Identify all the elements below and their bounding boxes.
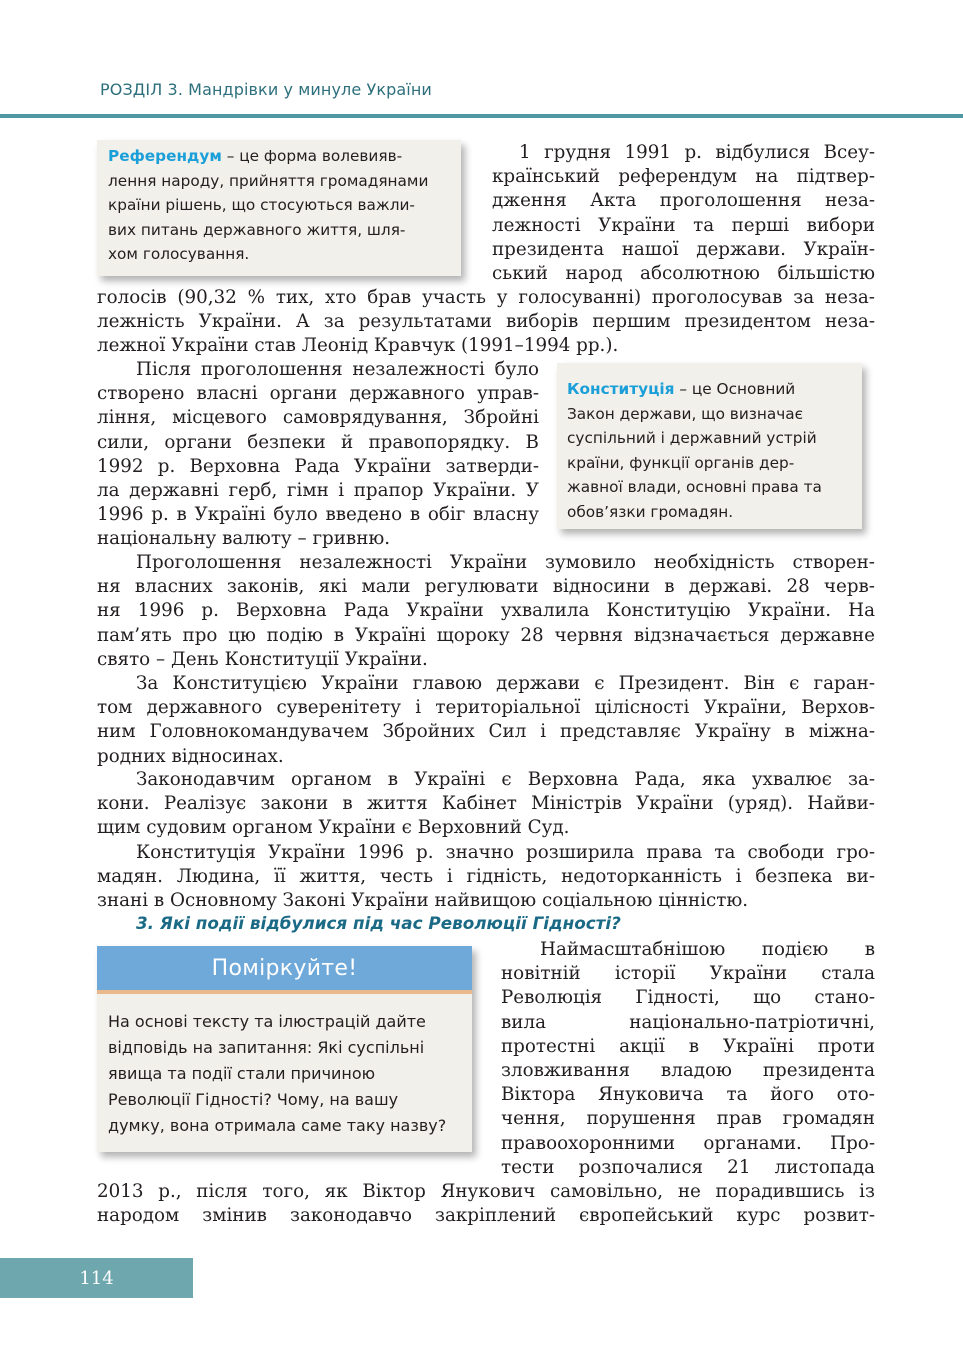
paragraph-6 (97, 841, 875, 914)
paragraph-7-wide (97, 1180, 875, 1228)
text-line: Віктора Януковича та його ото- (501, 1084, 875, 1106)
think-box (97, 946, 472, 1152)
think-box-line: думку, вона отримала саме таку назву? (108, 1116, 447, 1135)
definition-term: Конституція (567, 380, 675, 398)
text-line: країнський референдум на підтвер- (492, 166, 875, 188)
text-line: Законодавчим органом в Україні є Верховна Рада, яка ухвалює за- (136, 769, 875, 790)
text-line: президента нашої держави. Україн- (492, 238, 875, 260)
text-line: щим судовим органом України є Верховний Суд. (97, 817, 570, 839)
text-line: новітній історії України стала (501, 963, 875, 985)
text-line: Після проголошення незалежності було (136, 359, 539, 380)
definition-box-constitution (557, 363, 862, 529)
text-line: вила національно-патріотичні, (501, 1011, 875, 1033)
definition-line: обов’язки громадян. (567, 502, 734, 521)
paragraph-7-narrow (501, 938, 875, 1180)
definition-line: вих питань державного життя, шля- (108, 220, 406, 239)
paragraph-3 (97, 551, 875, 672)
running-head: РОЗДІЛ 3. Мандрівки у минуле України (100, 80, 432, 99)
think-box-line: явища та події стали причиною (108, 1064, 376, 1083)
text-line: мадян. Людина, її життя, честь і гідність, недоторканність і безпека ви- (97, 866, 875, 888)
text-line: родних відносинах. (97, 745, 284, 767)
text-line: За Конституцією України главою держави є Президент. Він є гаран- (136, 673, 875, 694)
text-line: 2013 р., після того, як Віктор Янукович самовільно, не порадившись із (97, 1181, 875, 1202)
definition-line: країни рішень, що стосуються важли- (108, 196, 415, 214)
paragraph-1-wide (97, 286, 875, 359)
definition-line (108, 144, 451, 169)
text-line: протестні акції в Україні проти (501, 1035, 875, 1057)
text-line: Революція Гідності, що стано- (501, 987, 875, 1009)
think-box-body (97, 994, 472, 1139)
definition-line: країни, функції органів дер- (567, 453, 795, 472)
text-line: ним Головнокомандувачем Збройних Сил і представляє Україну в міжна- (97, 721, 875, 743)
definition-line (567, 377, 852, 402)
text-line: народом змінив законодавчо закріплений європейський курс розвит- (97, 1205, 875, 1227)
definition-line: суспільний і державний устрій (567, 429, 817, 447)
text-line: 1996 р. в Україні було введено в обіг власну (97, 504, 539, 526)
text-line: ня 1996 р. Верховна Рада України ухвалила Конституцію України. На (97, 600, 875, 622)
text-line: тести розпочалися 21 листопада (501, 1156, 875, 1178)
text-line: правоохоронними органами. Про- (501, 1132, 875, 1154)
definition-term: Референдум (108, 147, 222, 165)
text-line: ління, місцевого самоврядування, Збройні (97, 407, 539, 429)
definition-line: лення народу, прийняття громадянами (108, 171, 429, 190)
text-line: том державного суверенітету і територіальної цілісності України, Верхов- (97, 697, 875, 719)
section-question-heading: 3. Які події відбулися під час Революції Гідності? (136, 913, 621, 933)
think-box-line: Революції Гідності? Чому, на вашу (108, 1090, 399, 1109)
text-line: Конституція України 1996 р. значно розширила права та свободи гро- (136, 842, 875, 863)
text-line: лежності України та перші вибори (492, 214, 875, 236)
text-line: Наймасштабнішою подією в (540, 939, 875, 960)
text-line: створено власні органи державного управ- (97, 383, 539, 405)
think-box-line: На основі тексту та ілюстрацій дайте (108, 1012, 426, 1031)
text-line: голосів (90,32 % тих, хто брав участь у голосуванні) проголосував за неза- (97, 287, 875, 308)
text-line: кони. Реалізує закони в життя Кабінет Міністрів України (уряд). Найви- (97, 793, 875, 815)
definition-text: – це форма волевияв- (221, 147, 403, 165)
text-line: лежність України. А за результатами виборів першим президентом неза- (97, 311, 875, 333)
paragraph-5 (97, 768, 875, 841)
definition-line: жавної влади, основні права та (567, 478, 822, 496)
page-number: 114 (0, 1258, 193, 1298)
definition-line: хом голосування. (108, 245, 250, 263)
text-line: чення, порушення прав громадян (501, 1108, 875, 1130)
text-line: зловживання владою президента (501, 1060, 875, 1082)
text-line: дження Акта проголошення неза- (492, 190, 875, 212)
text-line: знані в Основному Законі України найвищою соціальною цінністю. (97, 890, 749, 912)
header-rule (0, 114, 963, 118)
definition-line: Закон держави, що визначає (567, 404, 804, 423)
paragraph-2 (97, 358, 539, 552)
paragraph-4 (97, 672, 875, 769)
text-line: Проголошення незалежності України зумовило необхідність створен- (136, 552, 875, 573)
text-line: свято – День Конституції України. (97, 648, 428, 670)
text-line: 1 грудня 1991 р. відбулися Всеу- (519, 142, 875, 163)
text-line: лежної України став Леонід Кравчук (1991–1994 рр.). (97, 335, 619, 357)
text-line: сили, органи безпеки й правопорядку. В (97, 431, 539, 453)
text-line: національну валюту – гривню. (97, 528, 391, 550)
paragraph-1-narrow (492, 141, 875, 286)
think-box-line: відповідь на запитання: Які суспільні (108, 1038, 425, 1057)
definition-box-referendum (97, 140, 461, 276)
text-line: 1992 р. Верховна Рада України затверди- (97, 455, 539, 477)
text-line: пам’ять про цю подію в Україні щороку 28 червня відзначається державне (97, 624, 875, 646)
think-box-title: Поміркуйте! (97, 946, 472, 994)
text-line: ла державні герб, гімн і прапор України. У (97, 480, 539, 502)
text-line: ський народ абсолютною більшістю (492, 263, 875, 285)
definition-text: – це Основний (674, 380, 796, 398)
text-line: ня власних законів, які мали регулювати відносини в державі. 28 черв- (97, 576, 875, 598)
